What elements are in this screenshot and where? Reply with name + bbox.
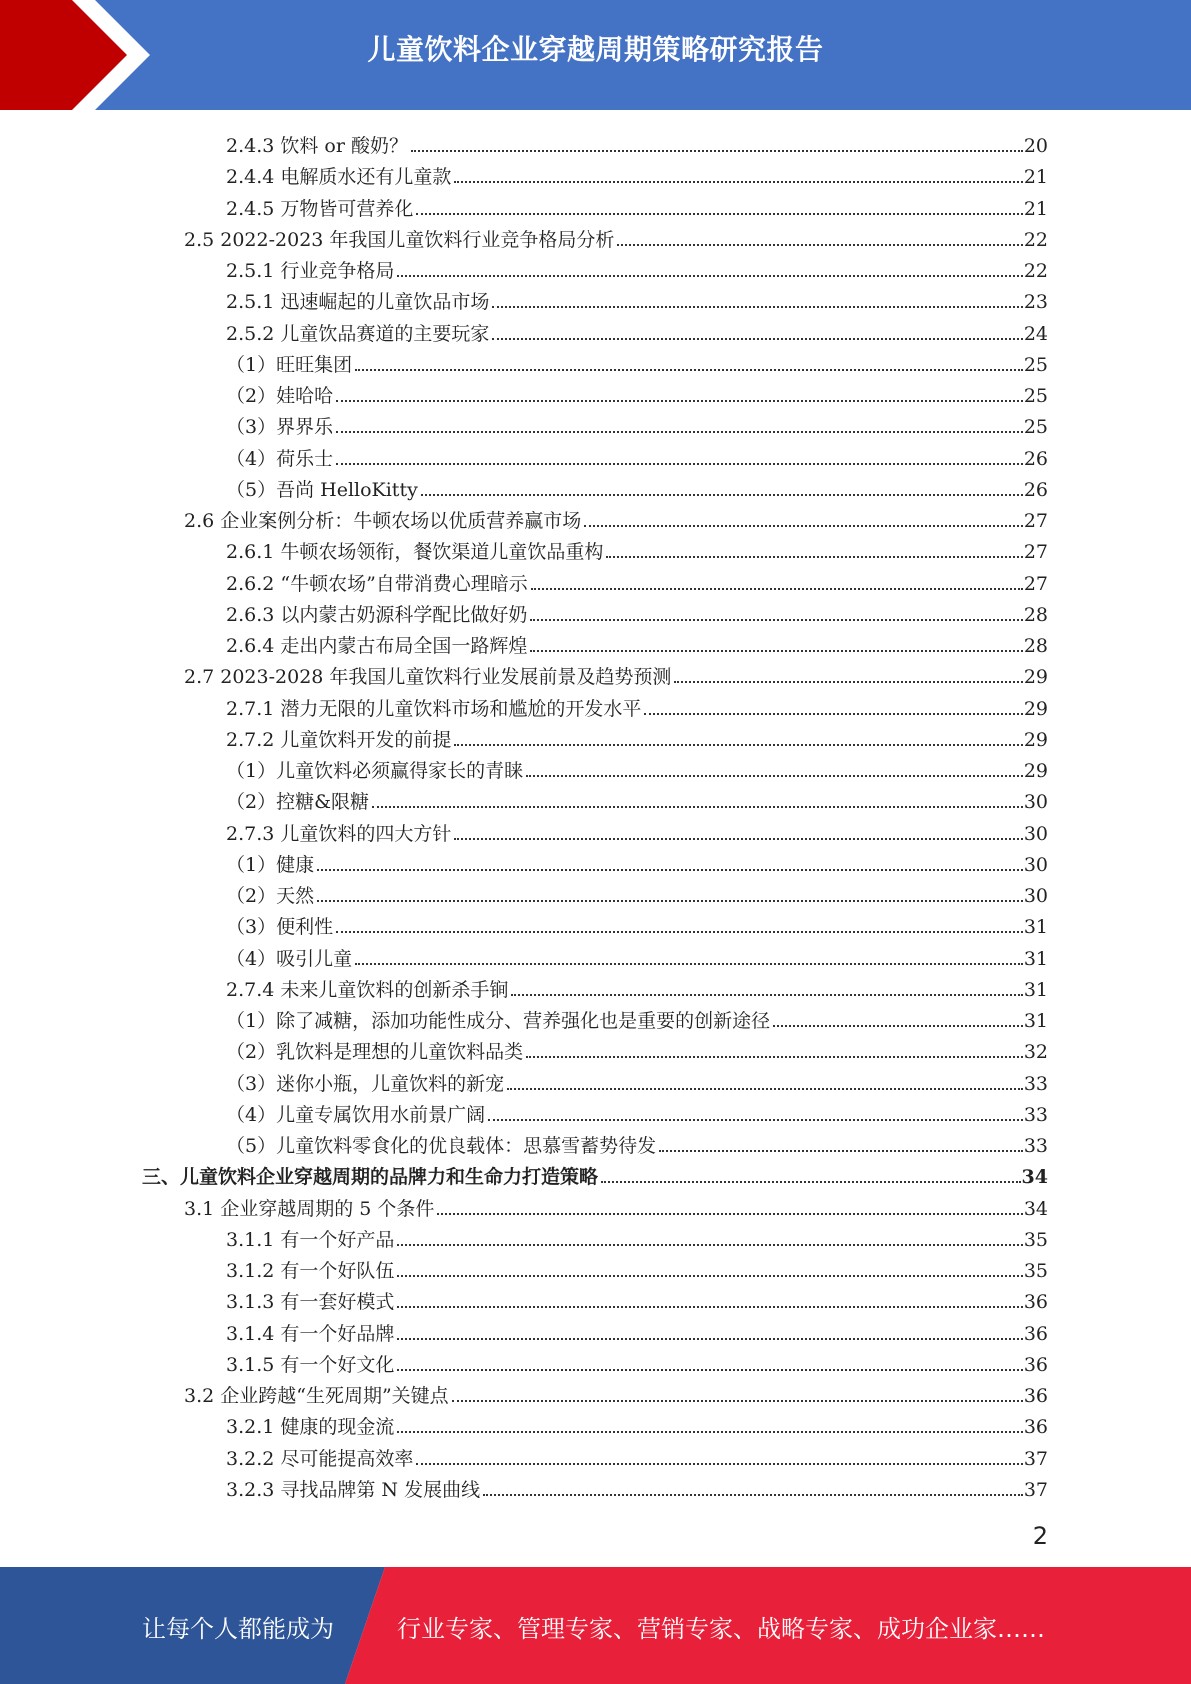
toc-entry-title: 三、儿童饮料企业穿越周期的品牌力和生命力打造策略: [142, 1166, 599, 1189]
toc-dot-leader: [644, 713, 1022, 715]
toc-entry[interactable]: [226, 751, 1048, 782]
toc-entry-page: 32: [1023, 1041, 1048, 1064]
toc-entry[interactable]: [226, 626, 1048, 657]
toc-dot-leader: [454, 744, 1022, 746]
toc-entry-page: 21: [1023, 166, 1048, 189]
toc-dot-leader: [584, 525, 1023, 527]
toc-entry-title: 2.7.1 潜力无限的儿童饮料市场和尴尬的开发水平: [226, 697, 642, 720]
toc-entry-title: （1）旺旺集团: [226, 353, 353, 376]
toc-dot-leader: [454, 838, 1022, 840]
toc-entry[interactable]: [226, 1345, 1048, 1376]
toc-entry-title: （1）儿童饮料必须赢得家长的青睐: [226, 760, 524, 782]
toc-entry-page: 27: [1023, 510, 1048, 532]
toc-entry[interactable]: [226, 564, 1048, 595]
toc-entry-page: 33: [1023, 1135, 1048, 1157]
toc-entry[interactable]: [226, 532, 1048, 563]
toc-entry-page: 35: [1023, 1260, 1048, 1282]
toc-dot-leader: [336, 463, 1023, 465]
toc-entry[interactable]: [142, 1157, 1048, 1188]
toc-dot-leader: [454, 181, 1022, 183]
toc-entry-title: 3.2.2 尽可能提高效率: [226, 1447, 414, 1470]
toc-entry-title: （3）便利性: [226, 916, 334, 939]
toc-dot-leader: [617, 244, 1022, 246]
toc-entry-title: （2）控糖&限糖: [226, 791, 370, 814]
toc-entry[interactable]: [226, 1220, 1048, 1251]
toc-entry[interactable]: [184, 1189, 1048, 1220]
footer-slogan-right: 行业专家、管理专家、营销专家、战略专家、成功企业家……: [397, 1615, 1045, 1643]
toc-entry-title: 3.1.3 有一套好模式: [226, 1291, 395, 1314]
toc-dot-leader: [526, 1056, 1023, 1058]
toc-entry-page: 29: [1023, 760, 1048, 782]
toc-entry-title: 3.1.1 有一个好产品: [226, 1228, 395, 1251]
toc-entry-page: 22: [1023, 260, 1048, 282]
toc-dot-leader: [488, 1119, 1023, 1121]
toc-entry[interactable]: [226, 126, 1048, 157]
toc-entry-title: 3.2 企业跨越“生死周期”关键点: [184, 1385, 449, 1407]
toc-entry[interactable]: [226, 470, 1048, 501]
toc-entry[interactable]: [226, 1064, 1048, 1095]
toc-entry-title: 2.7.3 儿童饮料的四大方针: [226, 822, 452, 845]
toc-entry-title: （1）除了减糖，添加功能性成分、营养强化也是重要的创新途径: [226, 1010, 771, 1032]
toc-dot-leader: [606, 556, 1022, 558]
toc-entry-page: 24: [1023, 322, 1048, 345]
toc-dot-leader: [421, 494, 1023, 496]
toc-entry-page: 27: [1023, 572, 1048, 595]
toc-dot-leader: [397, 1369, 1022, 1371]
toc-entry[interactable]: [226, 1001, 1048, 1032]
toc-dot-leader: [336, 400, 1023, 402]
toc-entry-title: （3）迷你小瓶，儿童饮料的新宠: [226, 1072, 505, 1095]
toc-entry-page: 36: [1023, 1416, 1048, 1439]
page-header: [0, 0, 1191, 110]
toc-entry-title: 2.6.1 牛顿农场领衔，餐饮渠道儿童饮品重构: [226, 541, 604, 564]
toc-entry-title: 2.6.3 以内蒙古奶源科学配比做好奶: [226, 603, 528, 626]
page-number: 2: [1032, 1522, 1048, 1550]
toc-entry-title: 2.6.2 “牛顿农场”自带消费心理暗示: [226, 572, 528, 595]
toc-entry-page: 31: [1023, 916, 1048, 939]
toc-entry[interactable]: [226, 1032, 1048, 1063]
toc-entry[interactable]: [226, 439, 1048, 470]
toc-dot-leader: [659, 1150, 1023, 1152]
toc-dot-leader: [530, 650, 1022, 652]
toc-dot-leader: [531, 588, 1023, 590]
toc-entry-page: 31: [1023, 947, 1048, 970]
toc-entry[interactable]: [226, 814, 1048, 845]
toc-dot-leader: [355, 369, 1023, 371]
toc-dot-leader: [416, 213, 1022, 215]
toc-entry-title: （4）儿童专属饮用水前景广阔: [226, 1103, 486, 1126]
toc-entry-title: 3.1 企业穿越周期的 5 个条件: [184, 1197, 435, 1220]
toc-entry[interactable]: [226, 1470, 1048, 1501]
toc-entry[interactable]: [184, 220, 1048, 251]
toc-entry-page: 30: [1023, 885, 1048, 907]
toc-entry-page: 21: [1023, 197, 1048, 220]
toc-entry-page: 36: [1023, 1353, 1048, 1376]
toc-dot-leader: [492, 338, 1022, 340]
toc-entry[interactable]: [226, 345, 1048, 376]
toc-entry-title: 2.5.1 迅速崛起的儿童饮品市场: [226, 291, 490, 314]
toc-dot-leader: [397, 275, 1022, 277]
toc-dot-leader: [483, 1494, 1023, 1496]
toc-entry[interactable]: [226, 1407, 1048, 1438]
toc-entry-page: 29: [1023, 697, 1048, 720]
toc-dot-leader: [773, 1025, 1023, 1027]
toc-dot-leader: [397, 1306, 1022, 1308]
toc-entry-title: 3.1.4 有一个好品牌: [226, 1322, 395, 1345]
toc-dot-leader: [372, 806, 1023, 808]
toc-entry-page: 29: [1023, 728, 1048, 751]
toc-entry-title: 2.7.2 儿童饮料开发的前提: [226, 728, 452, 751]
toc-dot-leader: [511, 994, 1022, 996]
toc-entry[interactable]: [226, 1314, 1048, 1345]
toc-entry[interactable]: [226, 1282, 1048, 1313]
toc-entry-title: （4）吸引儿童: [226, 947, 353, 970]
toc-dot-leader: [437, 1213, 1022, 1215]
toc-entry-title: 3.1.2 有一个好队伍: [226, 1260, 395, 1282]
toc-entry-page: 20: [1023, 135, 1048, 157]
toc-entry-title: 2.5.2 儿童饮品赛道的主要玩家: [226, 322, 490, 345]
toc-dot-leader: [355, 963, 1023, 965]
toc-dot-leader: [526, 775, 1023, 777]
toc-entry-title: 3.1.5 有一个好文化: [226, 1353, 395, 1376]
toc-entry-title: （2）娃哈哈: [226, 385, 334, 407]
toc-dot-leader: [397, 1244, 1022, 1246]
toc-entry[interactable]: [184, 657, 1048, 688]
toc-entry-title: （3）界界乐: [226, 416, 334, 439]
toc-dot-leader: [317, 869, 1023, 871]
toc-entry-page: 23: [1023, 291, 1048, 314]
toc-entry-page: 31: [1023, 978, 1048, 1001]
toc-dot-leader: [507, 1088, 1023, 1090]
toc-entry[interactable]: [226, 939, 1048, 970]
toc-entry[interactable]: [226, 1095, 1048, 1126]
toc-entry-title: 2.5.1 行业竞争格局: [226, 260, 395, 282]
page-footer: [0, 1567, 1191, 1684]
toc-entry-title: 3.2.1 健康的现金流: [226, 1416, 395, 1439]
toc-entry-page: 35: [1023, 1228, 1048, 1251]
toc-dot-leader: [397, 1431, 1022, 1433]
toc-entry[interactable]: [184, 1376, 1048, 1407]
toc-dot-leader: [452, 1400, 1023, 1402]
toc-dot-leader: [416, 1463, 1022, 1465]
toc-entry-page: 30: [1023, 822, 1048, 845]
toc-entry-page: 26: [1023, 447, 1048, 470]
toc-dot-leader: [397, 1275, 1022, 1277]
toc-dot-leader: [492, 306, 1022, 308]
toc-entry-title: 2.7 2023-2028 年我国儿童饮料行业发展前景及趋势预测: [184, 666, 672, 689]
toc-entry-title: 2.4.4 电解质水还有儿童款: [226, 166, 452, 189]
toc-dot-leader: [674, 681, 1022, 683]
toc-entry-page: 31: [1023, 1010, 1048, 1032]
toc-entry-title: 3.2.3 寻找品牌第 N 发展曲线: [226, 1478, 481, 1501]
toc-entry-page: 29: [1023, 666, 1048, 689]
toc-dot-leader: [397, 1338, 1022, 1340]
toc-entry[interactable]: [226, 876, 1048, 907]
toc-entry-page: 33: [1023, 1072, 1048, 1095]
toc-entry-page: 36: [1023, 1322, 1048, 1345]
toc-entry-page: 25: [1023, 353, 1048, 376]
toc-entry[interactable]: [226, 282, 1048, 313]
toc-dot-leader: [530, 619, 1022, 621]
toc-entry[interactable]: [226, 376, 1048, 407]
toc-entry[interactable]: [226, 314, 1048, 345]
toc-entry-page: 25: [1023, 416, 1048, 439]
toc-entry[interactable]: [226, 189, 1048, 220]
toc-entry[interactable]: [226, 595, 1048, 626]
toc-entry[interactable]: [184, 501, 1048, 532]
toc-entry-page: 33: [1023, 1103, 1048, 1126]
toc-entry-title: 2.7.4 未来儿童饮料的创新杀手锏: [226, 978, 509, 1001]
toc-entry-title: （2）乳饮料是理想的儿童饮料品类: [226, 1041, 524, 1064]
toc-entry-page: 22: [1023, 228, 1048, 251]
toc-entry[interactable]: [226, 1439, 1048, 1470]
toc-entry-page: 36: [1023, 1385, 1048, 1407]
toc-entry-page: 30: [1023, 791, 1048, 814]
toc-entry[interactable]: [226, 157, 1048, 188]
toc-entry-page: 34: [1021, 1166, 1048, 1189]
toc-entry-title: （4）荷乐士: [226, 447, 334, 470]
toc-entry[interactable]: [226, 782, 1048, 813]
toc-entry-page: 28: [1023, 603, 1048, 626]
toc-entry[interactable]: [226, 1251, 1048, 1282]
toc-entry-title: （5）儿童饮料零食化的优良载体：思慕雪蓄势待发: [226, 1135, 657, 1157]
toc-entry-page: 26: [1023, 478, 1048, 501]
report-title: 儿童饮料企业穿越周期策略研究报告: [367, 33, 824, 66]
toc-entry[interactable]: [226, 845, 1048, 876]
toc-entry-page: 25: [1023, 385, 1048, 407]
toc-entry-title: 2.4.3 饮料 or 酸奶？: [226, 135, 408, 157]
toc-entry[interactable]: [226, 407, 1048, 438]
toc-entry[interactable]: [226, 720, 1048, 751]
toc-entry-title: （1）健康: [226, 853, 315, 876]
toc-entry[interactable]: [226, 1126, 1048, 1157]
toc-entry-page: 36: [1023, 1291, 1048, 1314]
toc-entry-title: 2.4.5 万物皆可营养化: [226, 197, 414, 220]
toc-entry-title: 2.5 2022-2023 年我国儿童饮料行业竞争格局分析: [184, 228, 615, 251]
toc-entry[interactable]: [226, 251, 1048, 282]
toc-entry-title: 2.6.4 走出内蒙古布局全国一路辉煌: [226, 635, 528, 657]
toc-dot-leader: [601, 1181, 1021, 1183]
toc-entry-title: 2.6 企业案例分析：牛顿农场以优质营养赢市场: [184, 510, 582, 532]
toc-entry[interactable]: [226, 970, 1048, 1001]
toc-entry-page: 34: [1023, 1197, 1048, 1220]
toc-dot-leader: [336, 931, 1023, 933]
toc-entry-page: 27: [1023, 541, 1048, 564]
toc-entry-page: 37: [1023, 1478, 1048, 1501]
toc-dot-leader: [336, 431, 1023, 433]
toc-entry[interactable]: [226, 907, 1048, 938]
toc-entry[interactable]: [226, 689, 1048, 720]
toc-entry-page: 30: [1023, 853, 1048, 876]
toc-entry-page: 37: [1023, 1447, 1048, 1470]
toc-entry-title: （5）吾尚 HelloKitty: [226, 478, 418, 501]
footer-slogan-left: 让每个人都能成为: [142, 1615, 334, 1643]
toc-dot-leader: [411, 150, 1023, 152]
toc-dot-leader: [317, 900, 1023, 902]
toc-entry-title: （2）天然: [226, 885, 315, 907]
toc-entry-page: 28: [1023, 635, 1048, 657]
